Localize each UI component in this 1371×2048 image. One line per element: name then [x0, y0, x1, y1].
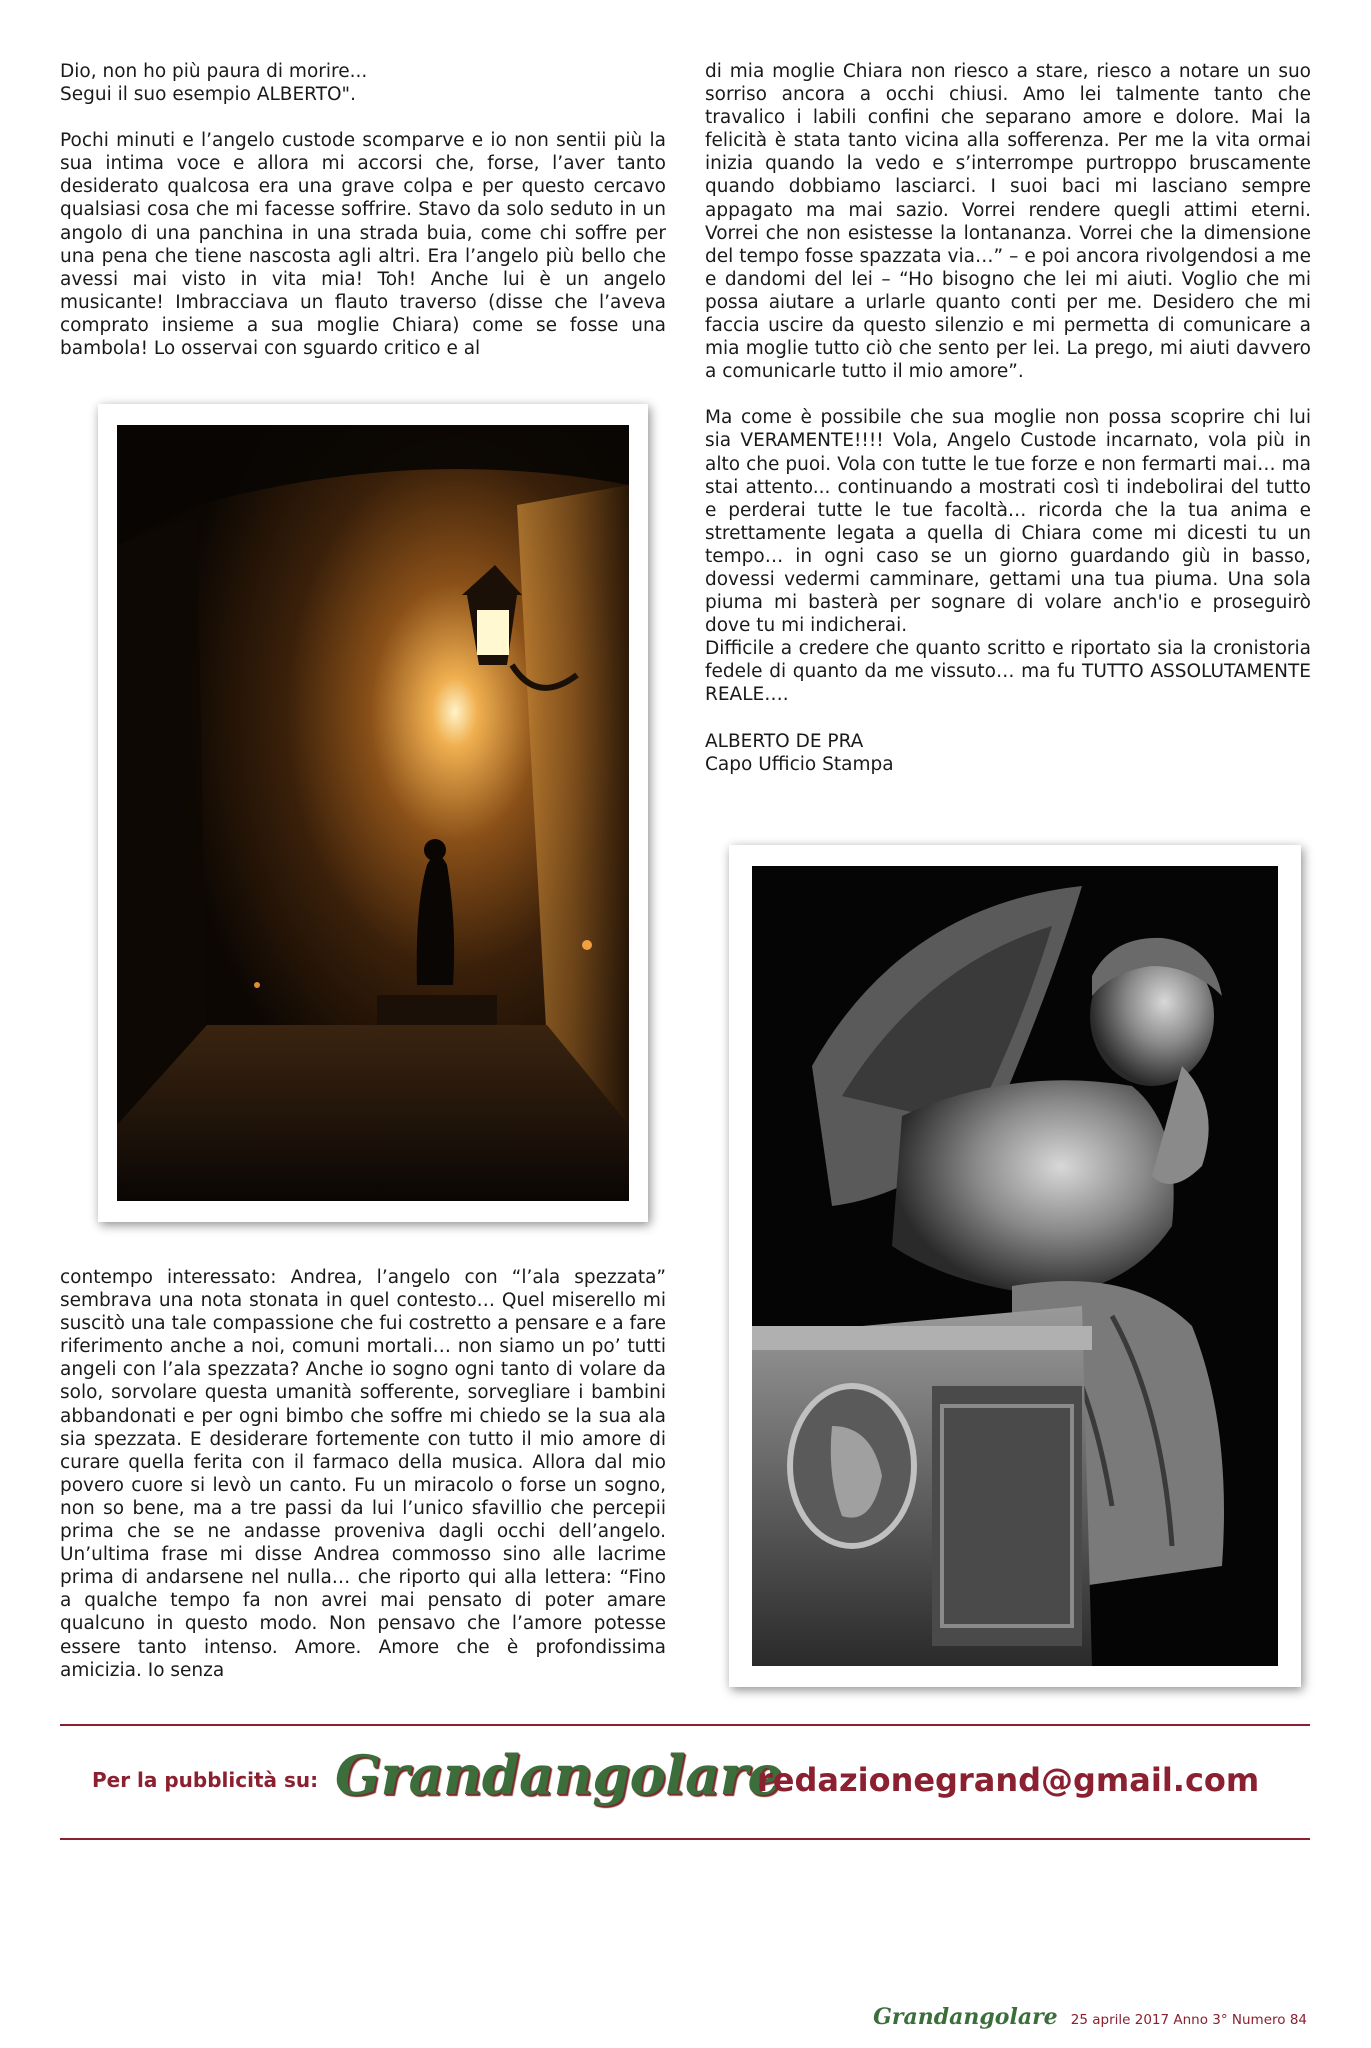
article-paragraph: Segui il suo esempio ALBERTO".: [60, 84, 356, 106]
article-paragraph: Pochi minuti e l’angelo custode scomparve e io non sentii più la sua intima voce e allora mi accorsi che, forse, l’aver tanto desiderato qualcosa era una grave colpa e per questo cercavo qualsiasi cosa che mi facesse soffrire. Stavo da solo seduto in un angolo di una panchina in una strada buia, come chi soffre per una pena che tiene nascosta agli altri. Era l’angelo più bello che avessi mai visto in vita mia! Toh! Anche lui è un angelo musicante! Imbracciava un flauto traverso (disse che l’aveva comprato insieme a sua moglie Chiara) come se fosse una bambola! Lo osservai con sguardo critico e al: [60, 130, 666, 360]
page-footer: [873, 2004, 1307, 2030]
grandangolare-logo: Grandangolare: [335, 1743, 782, 1807]
article-column-right-top: [705, 60, 1311, 776]
banner-top-rule: [60, 1724, 1310, 1726]
article-paragraph: contempo interessato: Andrea, l’angelo con “l’ala spezzata” sembrava una nota stonata in quel contesto… Quel miserello mi suscitò una tale compassione che fui costretto a pensare e a fare riferimento anche a noi, comuni mortali… non siamo un po’ tutti angeli con l’ala spezzata? Anche io sogno ogni tanto di volare da solo, sorvolare questa umanità sofferente, sorvegliare i bambini abbandonati e per ogni bimbo che soffre mi chiedo se la sua ala sia spezzata. E desiderare fortemente con tutto il mio amore di curare quella ferita con il farmaco della musica. Allora dal mio povero cuore si levò un canto. Fu un miracolo o forse un sogno, non so bene, ma a tre passi da lui l’unico sfavillio che percepii prima che se ne andasse proveniva dagli occhi dell’angelo. Un’ultima frase mi disse Andrea commosso sino alle lacrime prima di andarsene nel nulla… che riporto qui alla lettera: “Fino a qualche tempo fa non avrei mai pensato di poter amare qualcuno in questo modo. Non pensavo che l’amore potesse essere tanto intenso. Amore. Amore che è profondissima amicizia. Io senza: [60, 1267, 666, 1681]
article-paragraph: Difficile a credere che quanto scritto e riportato sia la cronistoria fedele di quanto da me vissuto… ma fu TUTTO ASSOLUTAMENTE REALE….: [705, 638, 1311, 706]
author-name: ALBERTO DE PRA: [705, 730, 864, 752]
angel-photo-frame: [729, 845, 1301, 1687]
article-column-left-top: [60, 60, 666, 360]
article-column-left-bottom: [60, 1266, 666, 1682]
author-role: Capo Ufficio Stampa: [705, 753, 894, 775]
ad-label: Per la pubblicità su:: [92, 1768, 319, 1792]
angel-statue-photo: [752, 866, 1278, 1666]
ad-email-link[interactable]: redazionegrand@gmail.com: [757, 1761, 1260, 1799]
footer-issue-info: 25 aprile 2017 Anno 3° Numero 84: [1070, 2012, 1307, 2028]
article-paragraph: Dio, non ho più paura di morire...: [60, 61, 368, 82]
lamp-photo-frame: [98, 404, 648, 1222]
night-street-lamp-photo: [117, 425, 629, 1201]
banner-bottom-rule: [60, 1838, 1310, 1840]
footer-logo: Grandangolare: [873, 2004, 1058, 2030]
article-paragraph: Ma come è possibile che sua moglie non possa scoprire chi lui sia VERAMENTE!!!! Vola, Angelo Custode incarnato, vola più in alto che puoi. Vola con tutte le tue forze e non fermarti mai… ma stai attento... continuando a mostrati così ti indebolirai del tutto e perderai tutte le tue facoltà… ricorda che la tua anima e strettamente legata a quella di Chiara come mi dicesti tu un tempo… in ogni caso se un giorno guardando giù in basso, dovessi vedermi camminare, gettami una tua piuma. Una sola piuma mi basterà per sognare di volare anch'io e proseguirò dove tu mi indicherai.: [705, 407, 1311, 637]
article-paragraph: di mia moglie Chiara non riesco a stare, riesco a notare un suo sorriso ancora a occhi chiusi. Amo lei talmente tanto che travalico i labili confini che separano amore e dolore. Mai la felicità è stata tanto vicina alla sofferenza. Per me la vita ormai inizia quando la vedo e s’interrompe purtroppo bruscamente quando dobbiamo lasciarci. I suoi baci mi lasciano sempre appagato ma mai sazio. Vorrei rendere quegli attimi eterni. Vorrei che non esistesse la lontananza. Vorrei che la dimensione del tempo fosse spazzata via…” – e poi ancora rivolgendosi a me e dandomi del lei – “Ho bisogno che lei mi aiuti. Voglio che mi possa aiutare a urlarle quanto conti per me. Desidero che mi faccia uscire da questo silenzio e mi permetta di comunicare a mia moglie tutto ciò che sento per lei. La prego, mi aiuti davvero a comunicarle tutto il mio amore”.: [705, 61, 1311, 383]
